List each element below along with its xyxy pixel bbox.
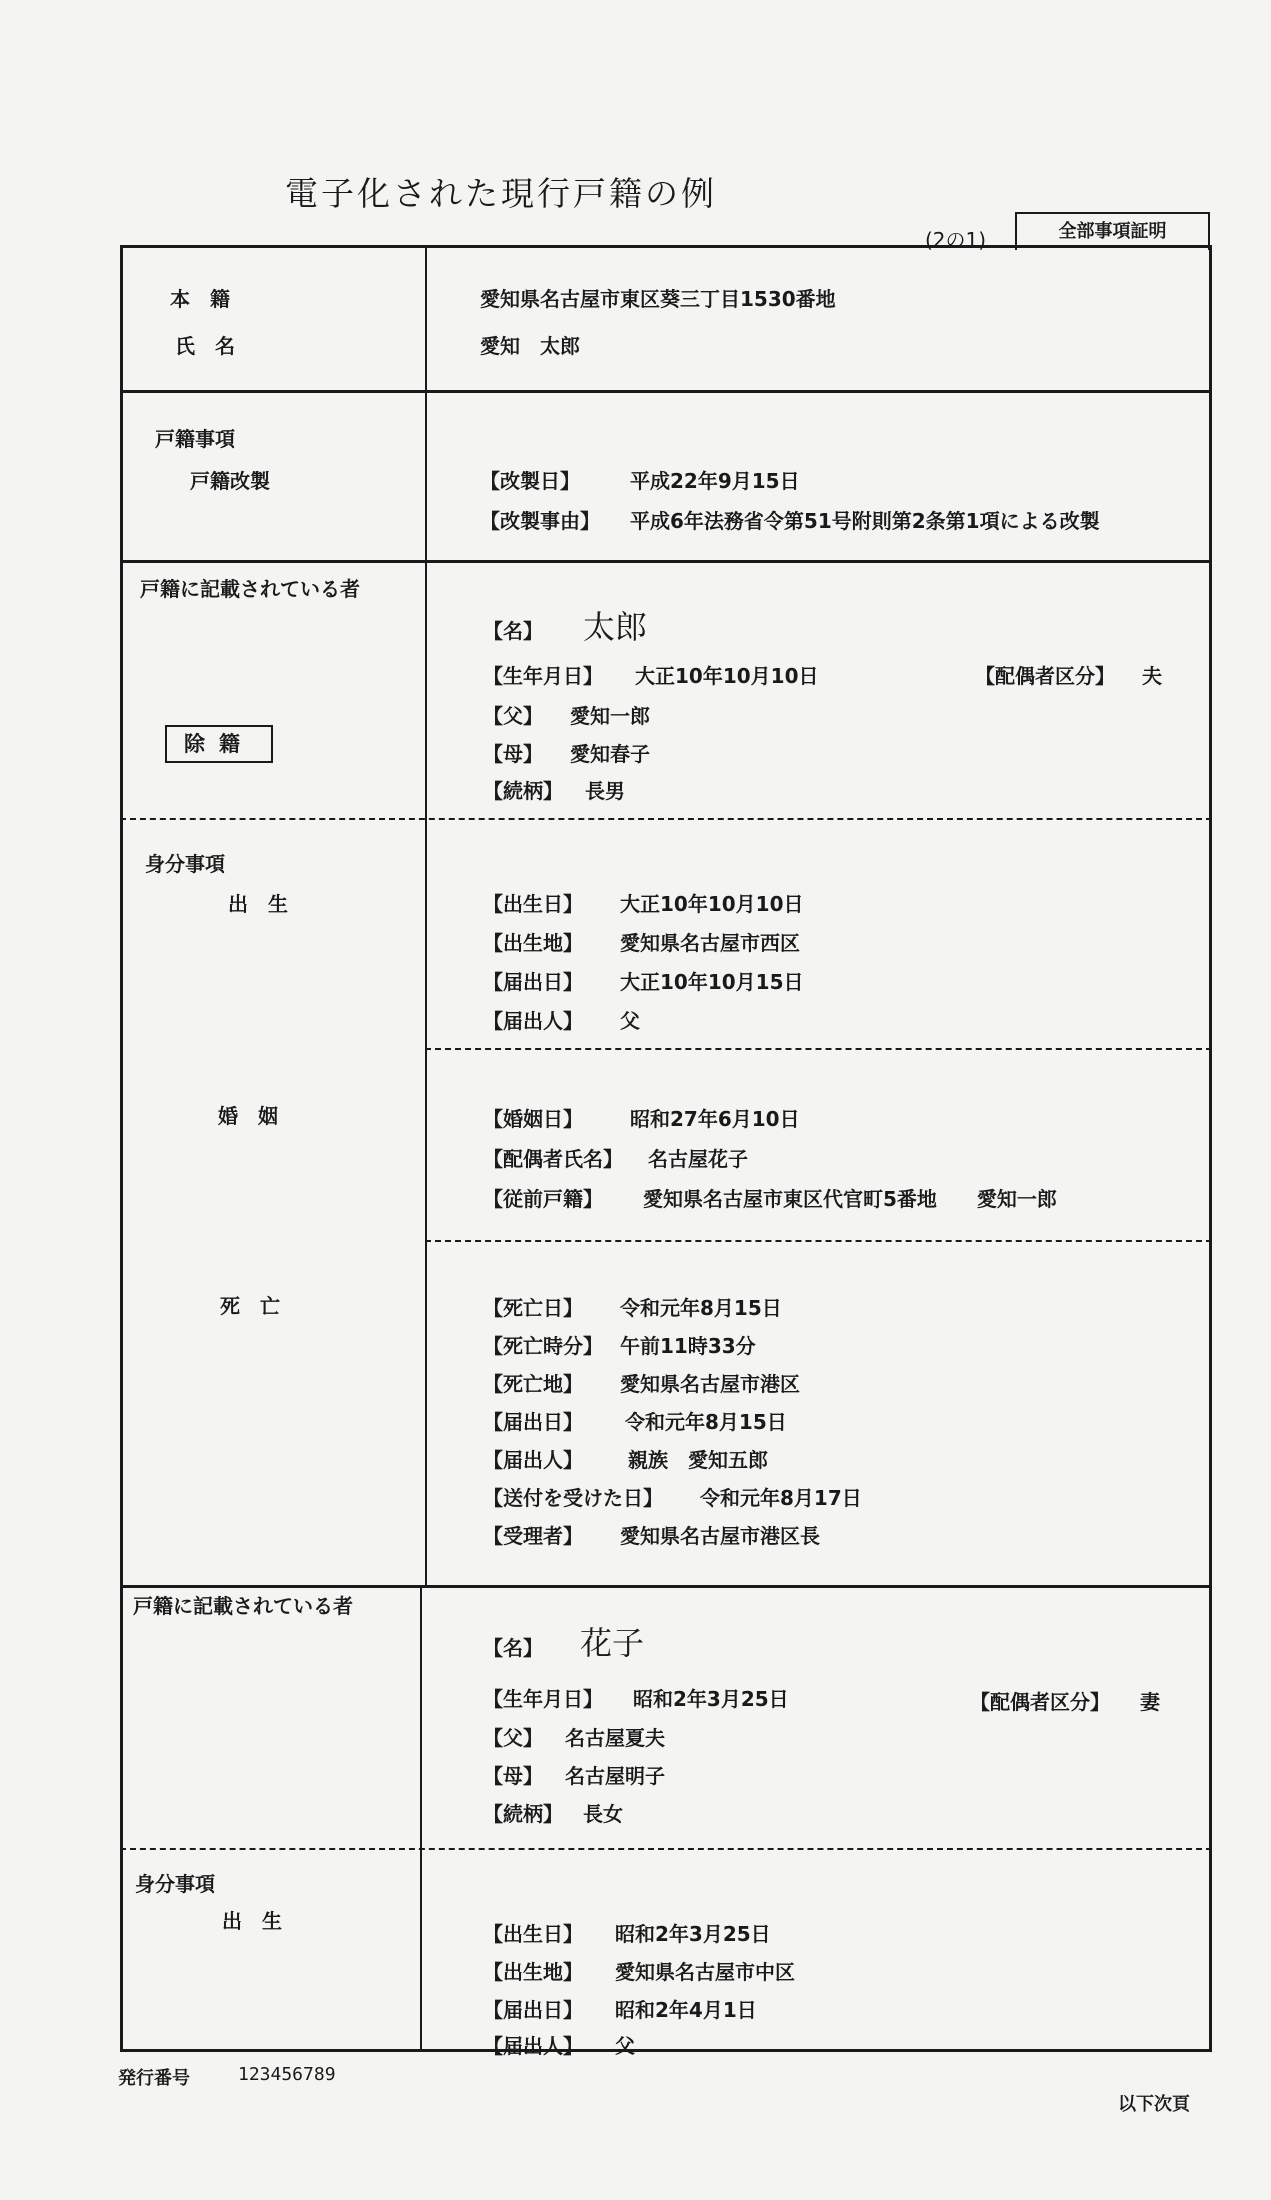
person2-spouse-key: 【配偶者区分】 [970,1690,1110,1714]
marriage-label: 婚 姻 [218,1104,278,1128]
divider-after-header [120,390,1212,393]
person2-birth-place-value: 愛知県名古屋市中区 [615,1960,795,1984]
person1-father-key: 【父】 [483,704,543,728]
received-date-key: 【送付を受けた日】 [483,1486,663,1510]
person2-birth-date-value: 昭和2年3月25日 [615,1922,771,1946]
spouse-name-value: 名古屋花子 [648,1147,748,1171]
person2-events-label: 身分事項 [135,1872,215,1896]
death-notify-date-value: 令和元年8月15日 [625,1410,787,1434]
person1-mother-value: 愛知春子 [570,742,650,766]
birth-label: 出 生 [228,892,288,916]
previous-koseki-value: 愛知県名古屋市東区代官町5番地 愛知一郎 [643,1187,1057,1211]
person1-relation-key: 【続柄】 [483,779,563,803]
death-time-value: 午前11時33分 [620,1334,756,1358]
issue-number-label: 発行番号 [118,2068,190,2089]
death-label: 死 亡 [220,1294,280,1318]
shimei-label: 氏 名 [175,334,235,358]
honseki-value: 愛知県名古屋市東区葵三丁目1530番地 [480,287,836,311]
column-divider-lower [420,1585,422,2052]
person1-birth-value: 大正10年10月10日 [635,664,819,688]
person2-notify-date-key: 【届出日】 [483,1998,583,2022]
kaisei-reason-value: 平成6年法務省令第51号附則第2条第1項による改製 [630,509,1100,533]
shimei-value: 愛知 太郎 [480,334,580,358]
person2-name-value: 花子 [580,1624,645,1662]
koseki-kaisei-label: 戸籍改製 [190,469,270,493]
death-notifier-key: 【届出人】 [483,1448,583,1472]
column-divider-upper [425,245,427,1585]
birth-notifier-key: 【届出人】 [483,1009,583,1033]
person1-relation-value: 長男 [585,779,625,803]
death-notify-date-key: 【届出日】 [483,1410,583,1434]
person2-name-key: 【名】 [483,1636,543,1660]
death-time-key: 【死亡時分】 [483,1334,603,1358]
person2-notifier-value: 父 [615,2034,635,2058]
person2-spouse-value: 妻 [1140,1690,1160,1714]
spouse-name-key: 【配偶者氏名】 [483,1147,623,1171]
person2-father-key: 【父】 [483,1726,543,1750]
divider-after-person1 [120,1585,1212,1588]
dashed-divider-person2 [120,1848,1212,1850]
birth-place-key: 【出生地】 [483,931,583,955]
kaisei-reason-key: 【改製事由】 [480,509,600,533]
birth-date-value: 大正10年10月10日 [620,892,804,916]
receiver-value: 愛知県名古屋市港区長 [620,1524,820,1548]
dashed-divider-marriage [425,1240,1212,1242]
issue-number-value: 123456789 [238,2064,336,2085]
death-date-key: 【死亡日】 [483,1296,583,1320]
person2-birth-label: 出 生 [222,1909,282,1933]
honseki-label: 本 籍 [170,287,230,311]
koseki-jiko-label: 戸籍事項 [155,427,235,451]
person2-notifier-key: 【届出人】 [483,2034,583,2058]
death-notifier-value: 親族 愛知五郎 [628,1448,768,1472]
person2-birth-place-key: 【出生地】 [483,1960,583,1984]
person1-name-value: 太郎 [583,608,648,646]
person2-relation-value: 長女 [583,1802,623,1826]
marriage-date-key: 【婚姻日】 [483,1107,583,1131]
death-place-key: 【死亡地】 [483,1372,583,1396]
kaisei-date-value: 平成22年9月15日 [630,469,800,493]
received-date-value: 令和元年8月17日 [700,1486,862,1510]
person2-section-label: 戸籍に記載されている者 [133,1594,353,1618]
person2-mother-key: 【母】 [483,1764,543,1788]
person1-mother-key: 【母】 [483,742,543,766]
birth-place-value: 愛知県名古屋市西区 [620,931,800,955]
divider-after-koseki-jiko [120,560,1212,563]
continued-next-page: 以下次頁 [1118,2094,1190,2115]
dashed-divider-person1 [120,818,1212,820]
person2-father-value: 名古屋夏夫 [565,1726,665,1750]
person1-events-label: 身分事項 [145,852,225,876]
person2-birth-value: 昭和2年3月25日 [633,1687,789,1711]
person2-mother-value: 名古屋明子 [565,1764,665,1788]
dashed-divider-birth [425,1048,1212,1050]
person2-notify-date-value: 昭和2年4月1日 [615,1998,757,2022]
certificate-type-label: 全部事項証明 [1015,212,1210,250]
birth-notify-date-value: 大正10年10月15日 [620,970,804,994]
joseki-stamp: 除籍 [165,725,273,763]
page-title: 電子化された現行戸籍の例 [285,174,717,213]
person1-spouse-value: 夫 [1142,664,1162,688]
person2-birth-date-key: 【出生日】 [483,1922,583,1946]
person2-birth-key: 【生年月日】 [483,1687,603,1711]
person1-birth-key: 【生年月日】 [483,664,603,688]
person2-relation-key: 【続柄】 [483,1802,563,1826]
death-date-value: 令和元年8月15日 [620,1296,782,1320]
person1-name-key: 【名】 [483,619,543,643]
marriage-date-value: 昭和27年6月10日 [630,1107,800,1131]
birth-notifier-value: 父 [620,1009,640,1033]
death-place-value: 愛知県名古屋市港区 [620,1372,800,1396]
person1-section-label: 戸籍に記載されている者 [140,577,360,601]
birth-date-key: 【出生日】 [483,892,583,916]
page-count: (2の1) [925,228,987,252]
receiver-key: 【受理者】 [483,1524,583,1548]
previous-koseki-key: 【従前戸籍】 [483,1187,603,1211]
birth-notify-date-key: 【届出日】 [483,970,583,994]
person1-father-value: 愛知一郎 [570,704,650,728]
person1-spouse-key: 【配偶者区分】 [975,664,1115,688]
kaisei-date-key: 【改製日】 [480,469,580,493]
